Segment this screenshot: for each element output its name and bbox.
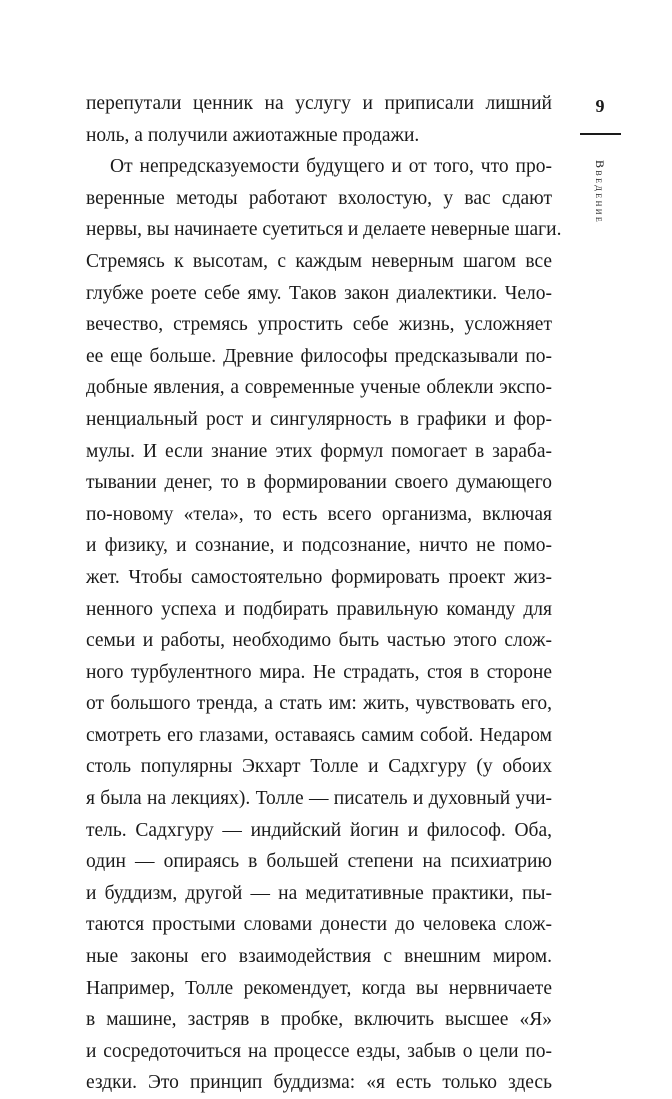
text-line: ездки. Это принцип буддизма: «я есть только здесь bbox=[86, 1072, 552, 1094]
text-line: Например, Толле рекомендует, когда вы нервничаете bbox=[86, 977, 552, 999]
text-line: вечество, стремясь упростить себе жизнь, усложняет bbox=[86, 314, 552, 336]
text-line: я была на лекциях). Толле — писатель и духовный учи- bbox=[86, 788, 552, 810]
text-line: таются простыми словами донести до человека слож- bbox=[86, 914, 552, 936]
running-head: Введение bbox=[593, 160, 607, 225]
text-line: жет. Чтобы самостоятельно формировать проект жиз- bbox=[86, 566, 552, 588]
text-line: и сосредоточиться на процессе езды, забыв о цели по- bbox=[86, 1040, 552, 1062]
text-line: перепутали ценник на услугу и приписали лишний bbox=[86, 93, 552, 114]
text-line: Стремясь к высотам, с каждым неверным шагом все bbox=[86, 250, 552, 272]
text-line: ноль, а получили ажиотажные продажи. bbox=[86, 124, 420, 146]
text-line: тывании денег, то в формировании своего думающего bbox=[86, 472, 552, 494]
text-line: нервы, вы начинаете суетиться и делаете неверные шаги. bbox=[86, 219, 562, 241]
text-line: и буддизм, другой — на медитативные практики, пы- bbox=[86, 882, 552, 904]
text-line: один — опираясь в большей степени на психиатрию bbox=[86, 851, 552, 873]
text-line: От непредсказуемости будущего и от того, что про- bbox=[110, 156, 552, 178]
text-line: семьи и работы, необходимо быть частью этого слож- bbox=[86, 630, 552, 652]
text-line: ненного успеха и подбирать правильную команду для bbox=[86, 598, 552, 620]
header-rule bbox=[580, 133, 621, 135]
text-line: ее еще больше. Древние философы предсказывали по- bbox=[86, 345, 552, 367]
text-line: веренные методы работают вхолостую, у вас сдают bbox=[86, 187, 552, 209]
body-text bbox=[86, 88, 562, 1099]
text-line: мулы. И если знание этих формул помогает в зараба- bbox=[86, 440, 552, 462]
text-line: ненциальный рост и сингулярность в графики и фор- bbox=[86, 408, 552, 430]
page-number: 9 bbox=[595, 96, 605, 116]
text-line: и физику, и сознание, и подсознание, ничто не помо- bbox=[86, 535, 552, 557]
text-line: глубже роете себе яму. Таков закон диалектики. Чело- bbox=[86, 282, 552, 304]
text-line: ного турбулентного мира. Не страдать, стоя в стороне bbox=[86, 661, 552, 683]
text-line: ные законы его взаимодействия с внешним миром. bbox=[86, 946, 552, 968]
text-line: столь популярны Экхарт Толле и Садхгуру (у обоих bbox=[86, 756, 552, 778]
text-line: в машине, застряв в пробке, включить высшее «Я» bbox=[86, 1009, 552, 1031]
text-line: от большого тренда, а стать им: жить, чувствовать его, bbox=[86, 693, 552, 715]
text-line: по-новому «тела», то есть всего организма, включая bbox=[86, 503, 552, 525]
text-line: смотреть его глазами, оставаясь самим собой. Недаром bbox=[86, 724, 552, 746]
text-line: добные явления, а современные ученые облекли экспо- bbox=[86, 377, 552, 399]
text-line: тель. Садхгуру — индийский йогин и философ. Оба, bbox=[86, 819, 552, 841]
